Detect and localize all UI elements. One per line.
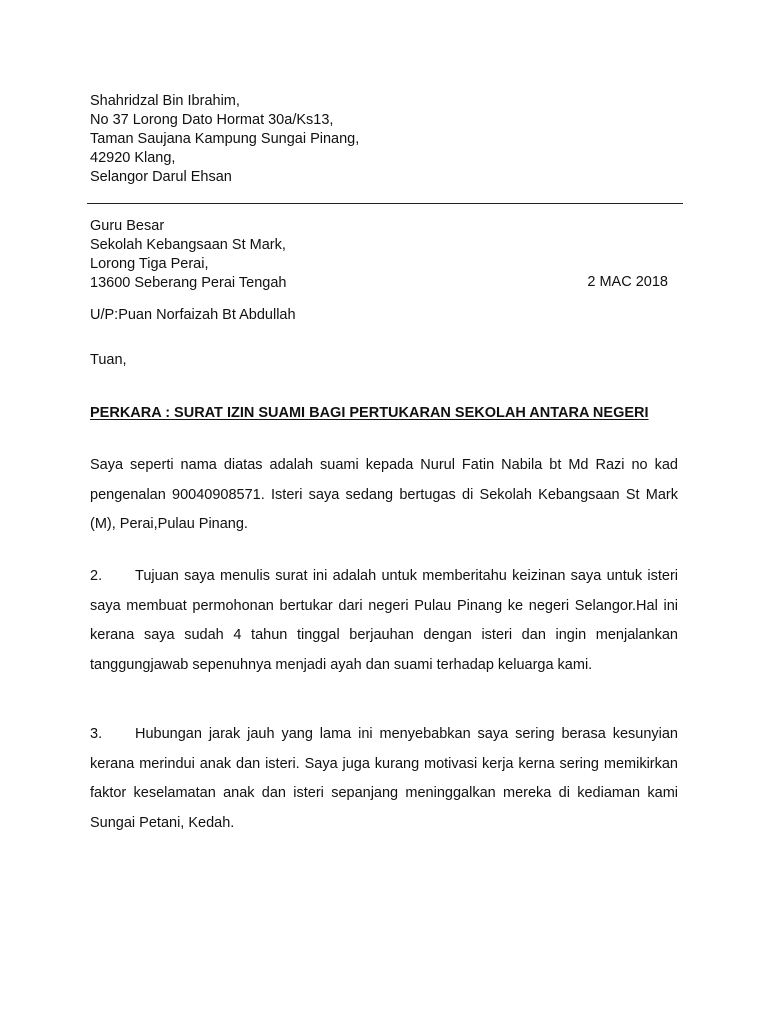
subject-line: PERKARA : SURAT IZIN SUAMI BAGI PERTUKARAN SEKOLAH ANTARA NEGERI [90, 405, 649, 421]
letter-date: 2 MAC 2018 [587, 274, 668, 290]
paragraph-1 [90, 451, 678, 540]
paragraph-number: 2. [90, 568, 103, 584]
recipient-title: Guru Besar [90, 218, 165, 234]
sender-address-line: Selangor Darul Ehsan [90, 169, 232, 185]
paragraph-text: Hubungan jarak jauh yang lama ini menyebabkan saya sering berasa kesunyian kerana merindui anak dan isteri. Saya juga kurang motivasi kerja kerna sering memikirkan faktor keselamatan anak dan isteri sepanjang meninggalkan mereka di kediaman kami Sungai Petani, Kedah. [90, 726, 678, 831]
sender-address [90, 92, 359, 187]
salutation: Tuan, [90, 352, 127, 368]
sender-address-line: 42920 Klang, [90, 150, 176, 166]
header-divider [87, 203, 683, 204]
recipient-address-line: Lorong Tiga Perai, [90, 256, 209, 272]
paragraph-text: Tujuan saya menulis surat ini adalah untuk memberitahu keizinan saya untuk isteri saya membuat permohonan bertukar dari negeri Pulau Pinang ke negeri Selangor.Hal ini kerana saya sudah 4 tahun tinggal berjauhan dengan isteri dan ingin menjalankan tanggungjawab sepenuhnya menjadi ayah dan suami terhadap keluarga kami. [90, 568, 678, 673]
attention-line: U/P:Puan Norfaizah Bt Abdullah [90, 307, 296, 323]
paragraph-number: 3. [90, 726, 103, 742]
recipient-address-line: 13600 Seberang Perai Tengah [90, 275, 287, 291]
sender-address-line: Taman Saujana Kampung Sungai Pinang, [90, 131, 360, 147]
recipient-address-line: Sekolah Kebangsaan St Mark, [90, 237, 286, 253]
recipient-address [90, 217, 670, 293]
sender-address-line: No 37 Lorong Dato Hormat 30a/Ks13, [90, 112, 334, 128]
paragraph-2 [90, 562, 678, 680]
paragraph-text: Saya seperti nama diatas adalah suami kepada Nurul Fatin Nabila bt Md Razi no kad pengenalan 90040908571. Isteri saya sedang bertugas di Sekolah Kebangsaan St Mark (M), Perai,Pulau Pinang. [90, 457, 678, 532]
paragraph-3 [90, 720, 678, 838]
sender-name: Shahridzal Bin Ibrahim, [90, 93, 240, 109]
